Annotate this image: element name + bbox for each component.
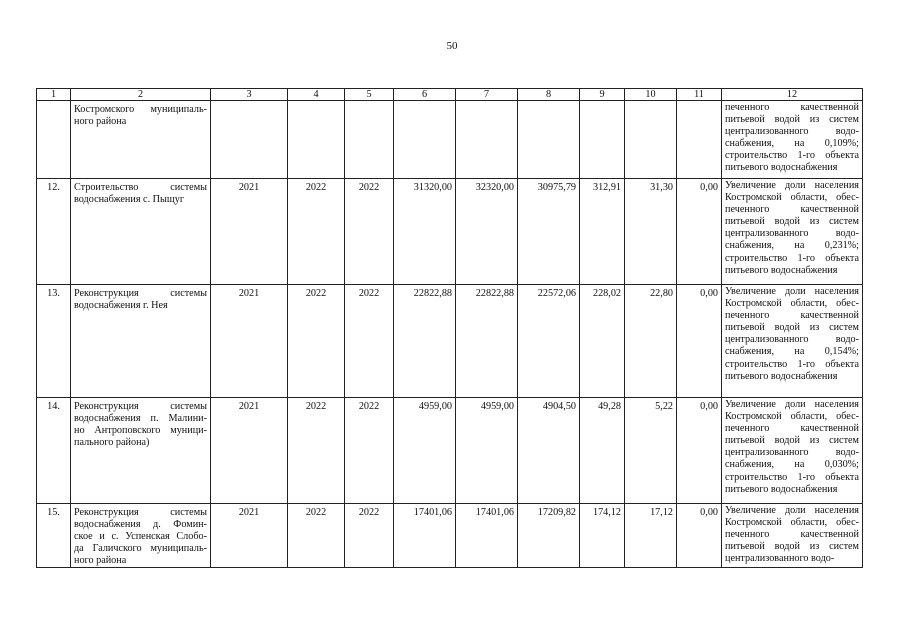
table-row-continued [37,101,863,179]
text-line: печенного качественной [725,423,859,435]
amount-cell: 0,00 [677,179,722,285]
text-line: ного района [74,116,127,128]
text-line: снабжения, на 0,030%; [725,459,859,471]
project-name-cell [71,285,211,398]
year-cell: 2022 [345,179,394,285]
text-line: строительство 1-го объекта [725,471,859,483]
header-cell: 8 [518,89,580,101]
end-year-cell: 2022 [288,504,345,568]
header-cell: 10 [625,89,677,101]
text-line: питьевой водой из систем [725,216,859,228]
text-line: Увеличение доли населения [725,399,859,410]
header-cell: 12 [722,89,863,101]
text-line: пального района) [74,437,150,449]
amount-cell: 22572,06 [518,285,580,398]
table-row [37,398,863,504]
text-line: Увеличение доли населения [725,505,859,516]
row-index-cell: 12. [37,179,71,285]
project-name-cell [71,398,211,504]
text-line: Костромской области, обес- [725,517,859,529]
text-line: водоснабжения с. Пыщуг [74,194,184,206]
empty-cell [456,101,518,179]
text-line: Увеличение доли населения [725,286,859,297]
start-year-cell: 2021 [211,398,288,504]
result-cell [722,101,863,179]
empty-cell [211,101,288,179]
end-year-cell: 2022 [288,179,345,285]
header-cell: 4 [288,89,345,101]
project-name-cell [71,101,211,179]
empty-cell [518,101,580,179]
table-row [37,504,863,568]
amount-cell: 312,91 [580,179,625,285]
header-cell: 7 [456,89,518,101]
year-cell: 2022 [345,398,394,504]
header-cell: 5 [345,89,394,101]
empty-cell [345,101,394,179]
column-number-header [37,89,863,101]
amount-cell: 4904,50 [518,398,580,504]
start-year-cell: 2021 [211,179,288,285]
header-cell: 6 [394,89,456,101]
start-year-cell: 2021 [211,285,288,398]
header-cell: 1 [37,89,71,101]
row-index-cell: 14. [37,398,71,504]
amount-cell: 49,28 [580,398,625,504]
text-line: централизованного водо- [725,447,859,459]
empty-cell [625,101,677,179]
text-line: печенного качественной [725,529,859,541]
amount-cell: 17401,06 [394,504,456,568]
row-index-cell [37,101,71,179]
amount-cell: 32320,00 [456,179,518,285]
text-line: Костромской области, обес- [725,411,859,423]
text-line: снабжения, на 0,109%; [725,138,859,150]
amount-cell: 4959,00 [394,398,456,504]
header-cell: 3 [211,89,288,101]
text-line: снабжения, на 0,154%; [725,346,859,358]
amount-cell: 22822,88 [394,285,456,398]
text-line: водоснабжения д. Фомин- [74,519,207,531]
text-line: да Галичского муниципаль- [74,543,207,555]
amount-cell: 30975,79 [518,179,580,285]
project-name-cell [71,179,211,285]
row-index-cell: 15. [37,504,71,568]
amount-cell: 17401,06 [456,504,518,568]
text-line: Костромской области, обес- [725,192,859,204]
text-line: но Антроповского муници- [74,425,207,437]
text-line: централизованного водо- [725,553,835,565]
table-row [37,285,863,398]
page-number: 50 [446,40,458,52]
table-row [37,179,863,285]
text-line: Увеличение доли населения [725,180,859,191]
year-cell: 2022 [345,285,394,398]
empty-cell [677,101,722,179]
text-line: питьевой водой из систем [725,541,859,553]
end-year-cell: 2022 [288,285,345,398]
text-line: питьевого водоснабжения [725,162,838,174]
text-line: питьевой водой из систем [725,114,859,126]
empty-cell [394,101,456,179]
text-line: печенного качественной [725,102,859,113]
text-line: Костромского муниципаль- [74,104,207,115]
amount-cell: 17209,82 [518,504,580,568]
text-line: Строительство системы [74,182,207,193]
amount-cell: 31320,00 [394,179,456,285]
text-line: водоснабжения г. Нея [74,300,168,312]
empty-cell [288,101,345,179]
text-line: Костромской области, обес- [725,298,859,310]
amount-cell: 31,30 [625,179,677,285]
year-cell: 2022 [345,504,394,568]
row-index-cell: 13. [37,285,71,398]
text-line: централизованного водо- [725,126,859,138]
result-cell [722,398,863,504]
text-line: питьевой водой из систем [725,435,859,447]
result-cell [722,285,863,398]
text-line: печенного качественной [725,204,859,216]
text-line: ское и с. Успенская Слобо- [74,531,207,543]
empty-cell [580,101,625,179]
start-year-cell: 2021 [211,504,288,568]
amount-cell: 4959,00 [456,398,518,504]
header-cell: 9 [580,89,625,101]
text-line: печенного качественной [725,310,859,322]
amount-cell: 228,02 [580,285,625,398]
text-line: строительство 1-го объекта [725,358,859,370]
text-line: централизованного водо- [725,334,859,346]
amount-cell: 174,12 [580,504,625,568]
text-line: Реконструкция системы [74,401,207,412]
amount-cell: 22822,88 [456,285,518,398]
text-line: водоснабжения п. Малини- [74,413,207,425]
end-year-cell: 2022 [288,398,345,504]
text-line: строительство 1-го объекта [725,252,859,264]
program-table [36,88,863,568]
amount-cell: 0,00 [677,504,722,568]
text-line: питьевой водой из систем [725,322,859,334]
header-cell: 11 [677,89,722,101]
text-line: питьевого водоснабжения [725,483,838,495]
text-line: централизованного водо- [725,228,859,240]
header-cell: 2 [71,89,211,101]
result-cell [722,504,863,568]
amount-cell: 5,22 [625,398,677,504]
result-cell [722,179,863,285]
text-line: Реконструкция системы [74,288,207,299]
text-line: ного района [74,555,127,567]
amount-cell: 0,00 [677,398,722,504]
text-line: снабжения, на 0,231%; [725,240,859,252]
text-line: питьевого водоснабжения [725,264,838,276]
project-name-cell [71,504,211,568]
text-line: Реконструкция системы [74,507,207,518]
amount-cell: 17,12 [625,504,677,568]
text-line: строительство 1-го объекта [725,150,859,162]
amount-cell: 22,80 [625,285,677,398]
text-line: питьевого водоснабжения [725,370,838,382]
amount-cell: 0,00 [677,285,722,398]
